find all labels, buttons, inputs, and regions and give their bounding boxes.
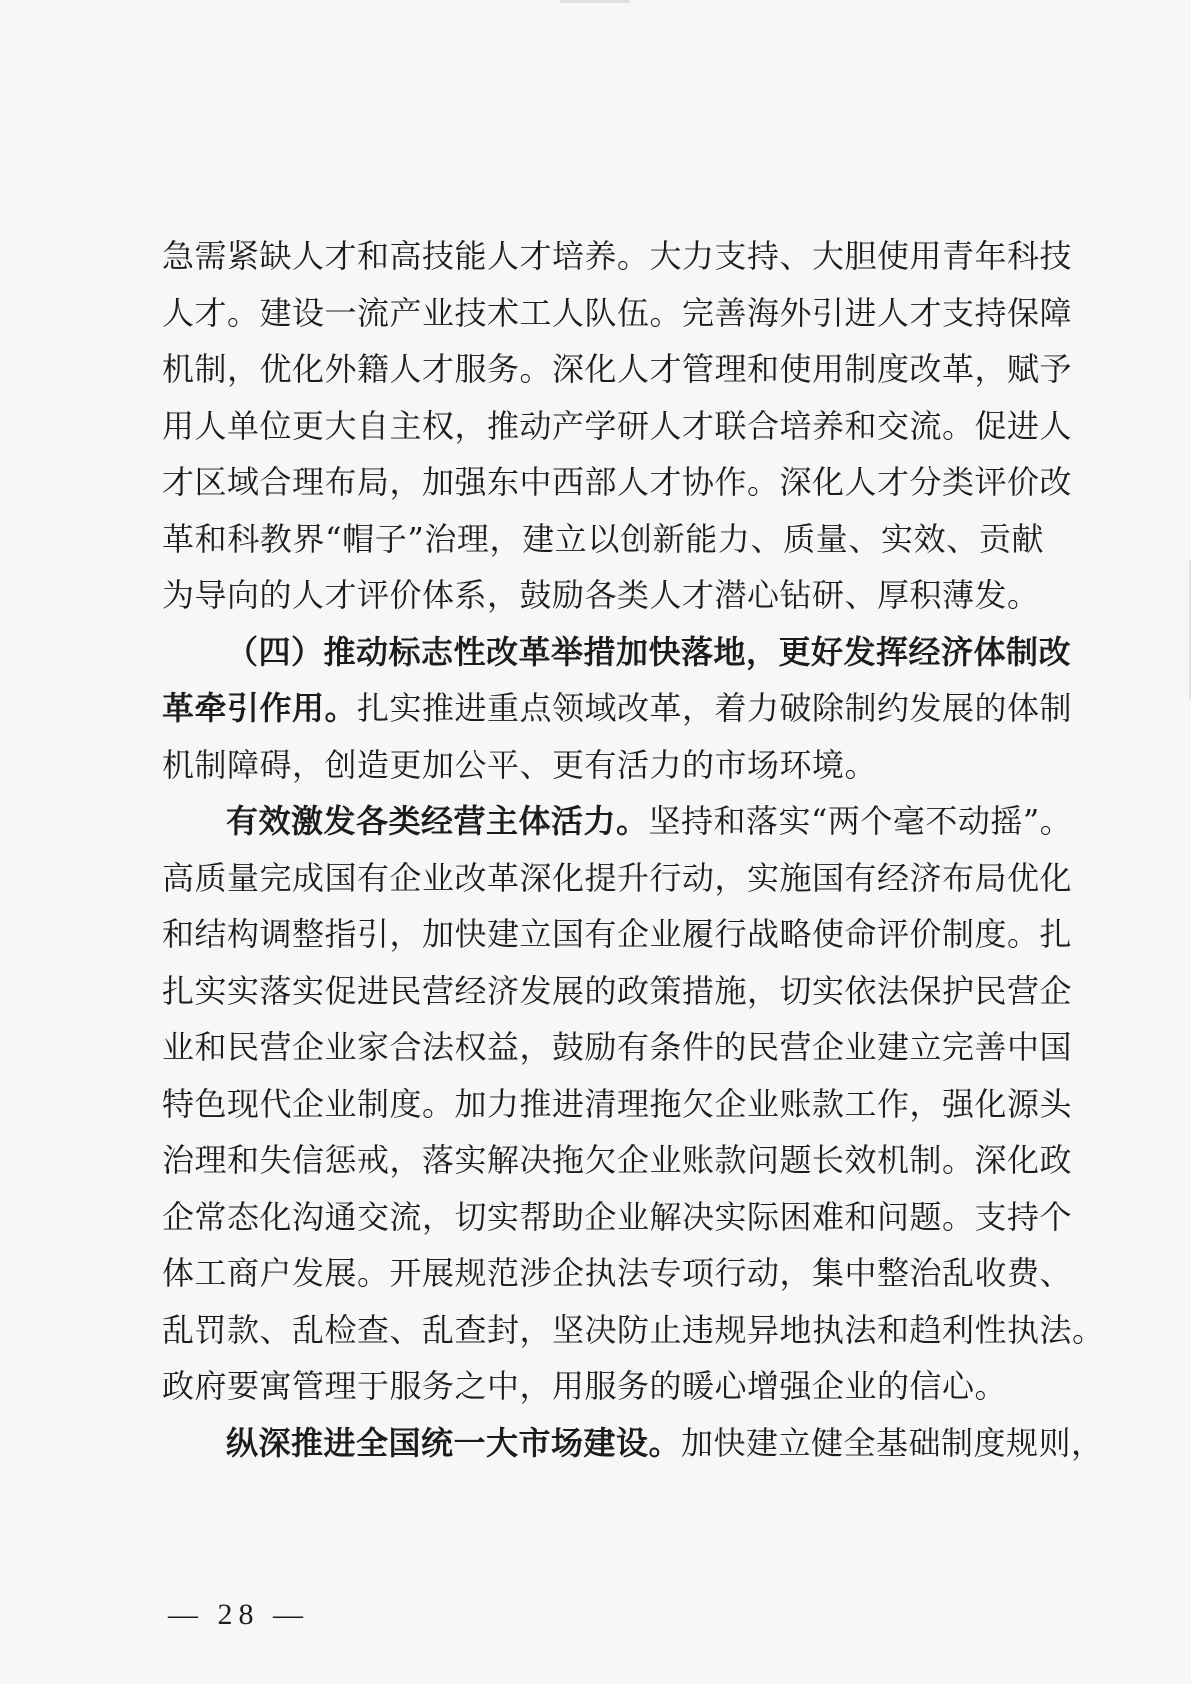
text-run: 扎实推进重点领域改革，着力破除制约发展的体制 [357, 689, 1073, 727]
text-line [162, 963, 1073, 1020]
text-line [162, 906, 1073, 963]
body-text [162, 228, 1105, 1471]
text-run: 人才。建设一流产业技术工人队伍。完善海外引进人才支持保障 [162, 293, 1073, 332]
text-line [162, 1245, 1073, 1302]
text-run: 机制，优化外籍人才服务。深化人才管理和使用制度改革，赋予 [162, 350, 1073, 388]
paragraph [162, 793, 1105, 1415]
text-line [162, 850, 1073, 907]
text-line [162, 1019, 1073, 1076]
text-run: 体工商户发展。开展规范涉企执法专项行动，集中整治乱收费、 [162, 1254, 1073, 1292]
text-line [162, 1076, 1073, 1133]
page-number: — 28 — [168, 1598, 309, 1631]
text-line [162, 1302, 1105, 1359]
text-line [162, 398, 1073, 455]
paragraph [162, 228, 1073, 624]
text-run: 政府要寓管理于服务之中，用服务的暖心增强企业的信心。 [162, 1367, 1008, 1405]
text-line [162, 1358, 1044, 1415]
bold-text: 革牵引作用。 [162, 689, 358, 727]
text-line [162, 680, 1073, 737]
scan-artifact [560, 0, 630, 3]
text-run: 扎实实落实促进民营经济发展的政策措施，切实依法保护民营企 [162, 971, 1073, 1010]
text-line [162, 341, 1073, 398]
text-line [162, 511, 1044, 568]
section-heading-paragraph [162, 624, 1073, 794]
text-run: 用人单位更大自主权，推动产学研人才联合培养和交流。促进人 [162, 406, 1073, 445]
text-run: 乱罚款、乱检查、乱查封，坚决防止违规异地执法和趋利性执法。 [162, 1310, 1105, 1349]
text-run: 和结构调整指引，加快建立国有企业履行战略使命评价制度。扎 [162, 915, 1073, 953]
text-run: 加快建立健全基础制度规则， [681, 1423, 1104, 1462]
text-line [162, 228, 1073, 285]
text-run: 才区域合理布局，加强东中西部人才协作。深化人才分类评价改 [162, 463, 1073, 501]
text-line [162, 793, 1073, 850]
text-line [162, 624, 1072, 681]
text-line [162, 454, 1073, 511]
text-run: 治理和失信惩戒，落实解决拖欠企业账款问题长效机制。深化政 [162, 1141, 1073, 1179]
text-line [162, 737, 1044, 794]
text-line [162, 285, 1073, 342]
text-run: 企常态化沟通交流，切实帮助企业解决实际困难和问题。支持个 [162, 1197, 1073, 1236]
text-run: 机制障碍，创造更加公平、更有活力的市场环境。 [162, 745, 878, 784]
bold-text: （四）推动标志性改革举措加快落地，更好发挥经济体制改 [226, 632, 1072, 671]
text-run: 革和科教界“帽子”治理，建立以创新能力、质量、实效、贡献 [162, 519, 1044, 558]
text-run: 急需紧缺人才和高技能人才培养。大力支持、大胆使用青年科技 [162, 237, 1073, 275]
text-run: 特色现代企业制度。加力推进清理拖欠企业账款工作，强化源头 [162, 1084, 1073, 1123]
text-line [162, 1415, 1104, 1472]
text-line [162, 567, 1044, 624]
bold-text: 有效激发各类经营主体活力。 [226, 802, 649, 840]
paragraph [162, 1415, 1104, 1472]
text-run: 高质量完成国有企业改革深化提升行动，实施国有经济布局优化 [162, 858, 1073, 897]
text-run: 坚持和落实“两个毫不动摇”。 [648, 802, 1073, 840]
text-line [162, 1189, 1073, 1246]
text-line [162, 1132, 1073, 1189]
text-run: 为导向的人才评价体系，鼓励各类人才潜心钻研、厚积薄发。 [162, 576, 1040, 614]
text-run: 业和民营企业家合法权益，鼓励有条件的民营企业建立完善中国 [162, 1028, 1073, 1066]
bold-text: 纵深推进全国统一大市场建设。 [226, 1423, 682, 1462]
